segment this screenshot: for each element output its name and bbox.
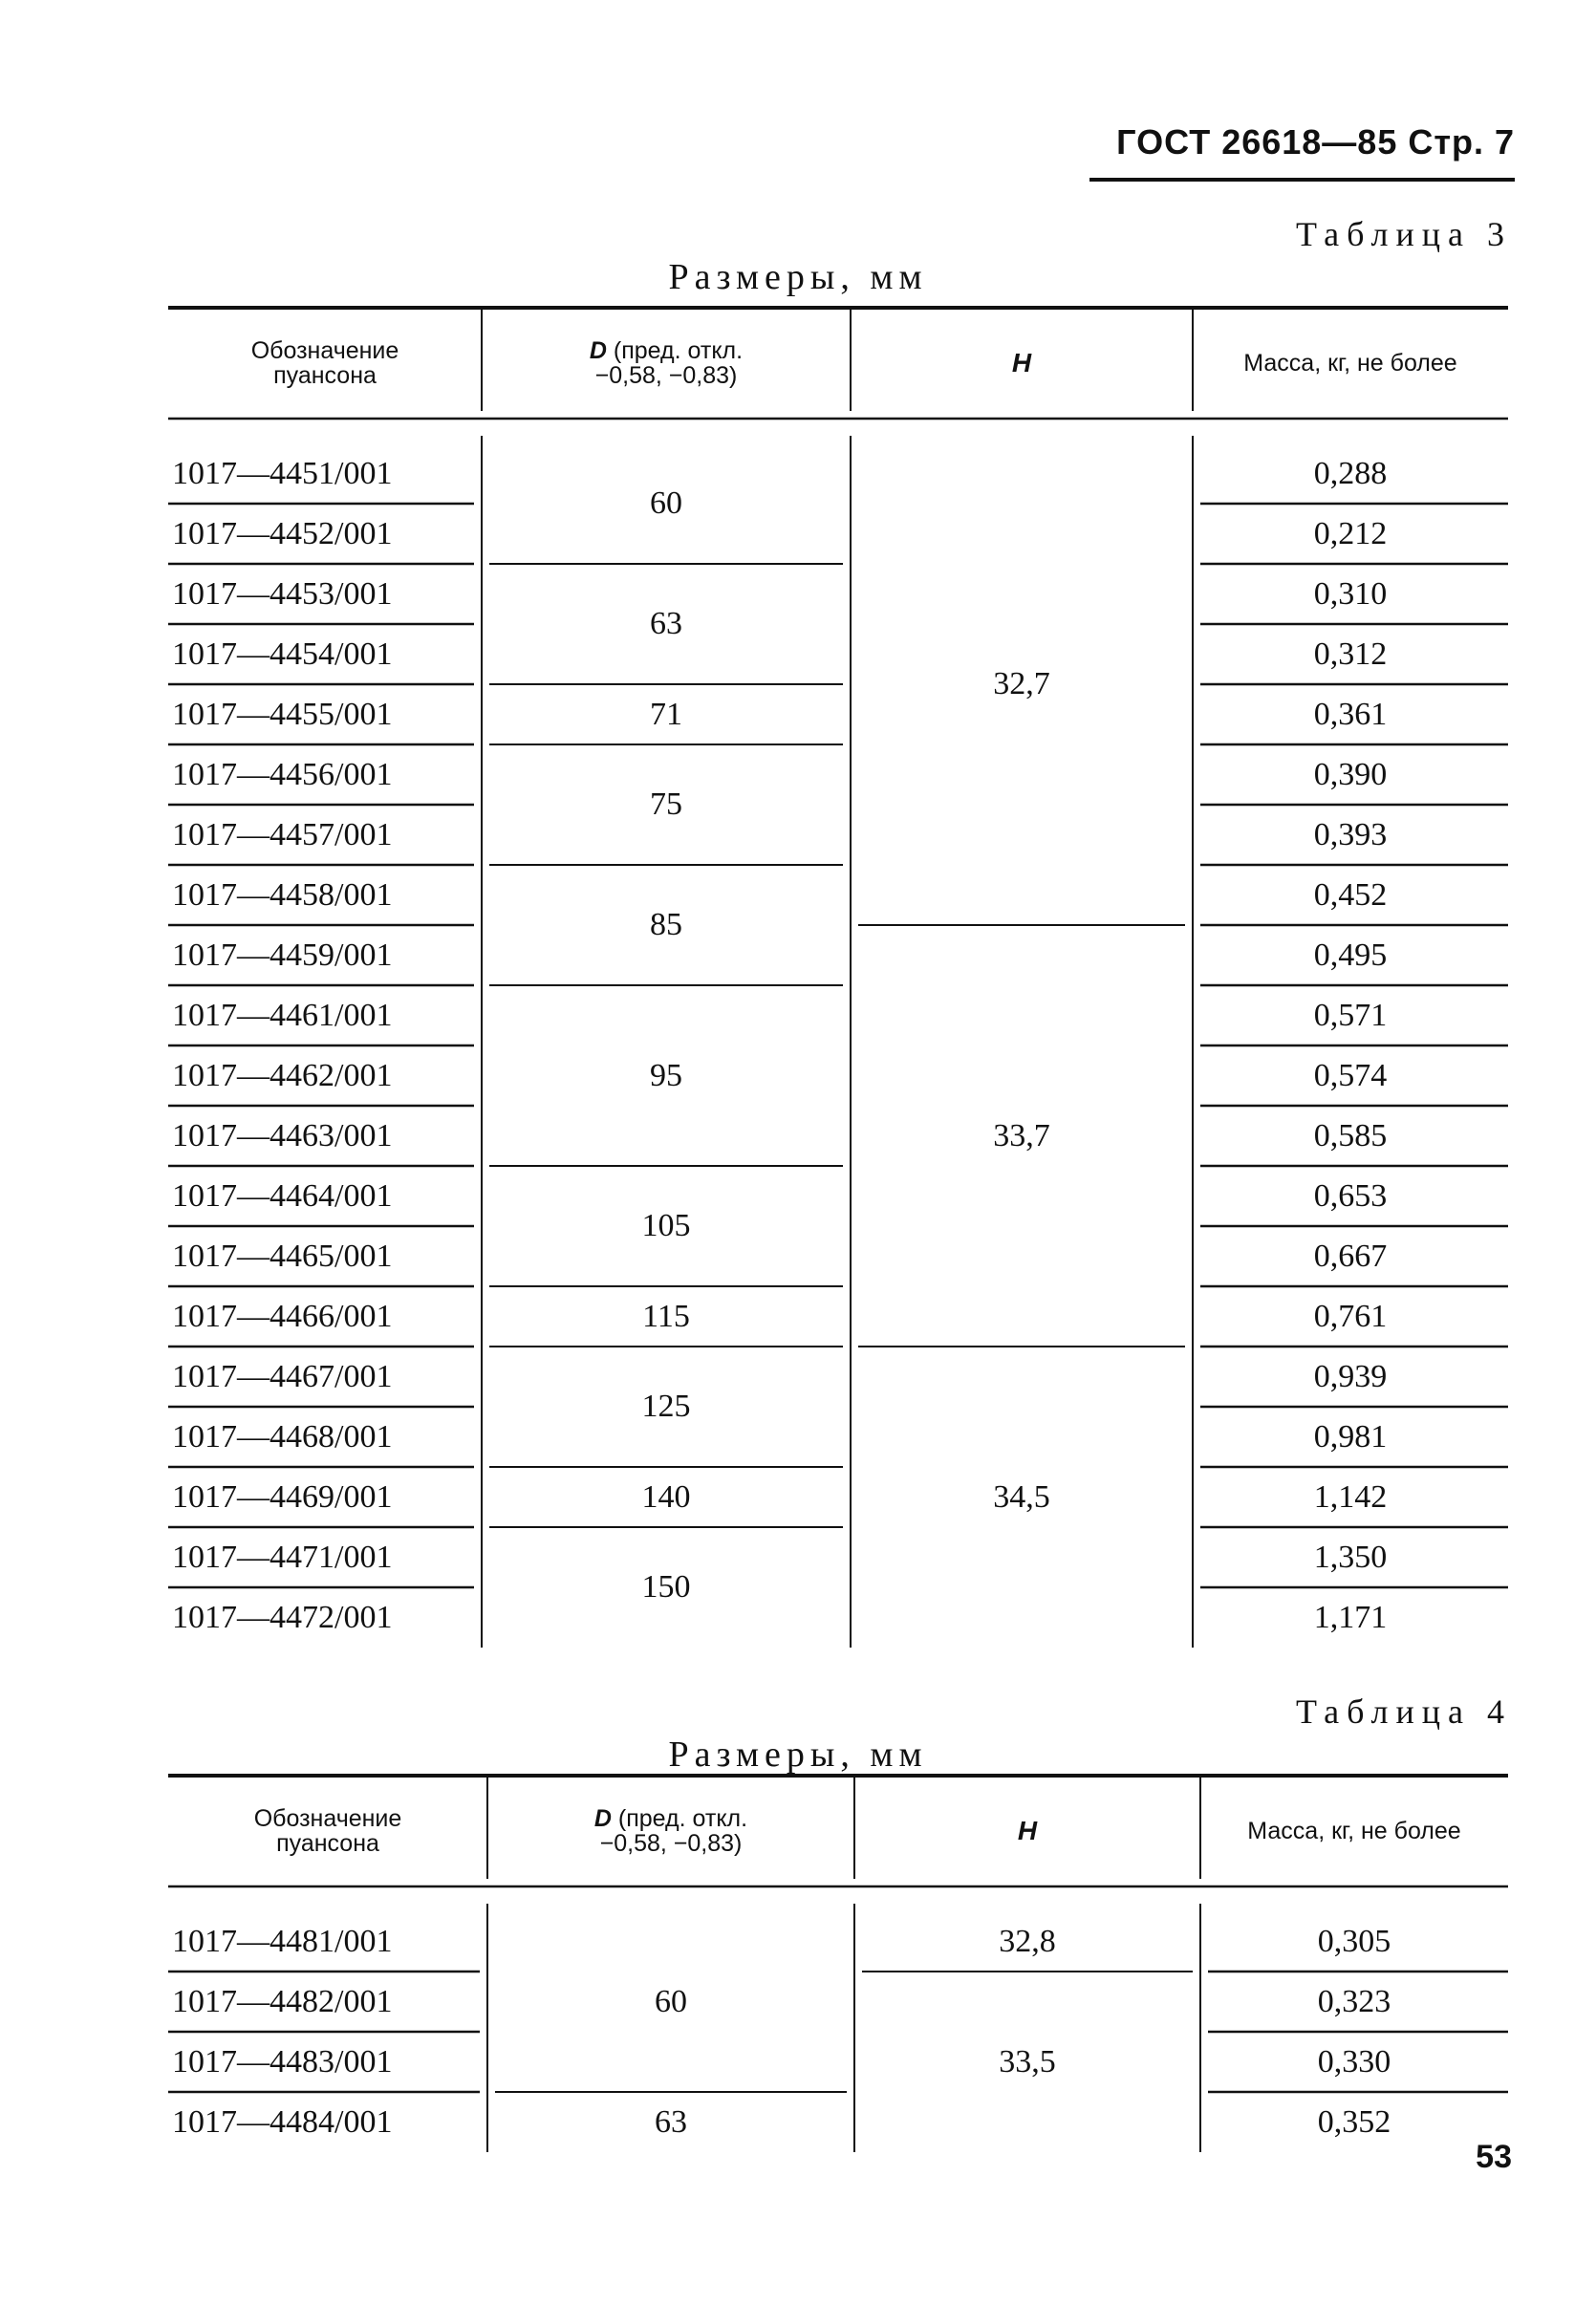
table4-mass-cell: 0,323 [1317,1983,1391,2019]
table3-mass-cell: 0,761 [1313,1298,1388,1334]
table3-designation-cell: 1017—4469/001 [172,1478,393,1515]
table3-h-cell: 32,7 [993,666,1050,701]
table4-header-mass: Масса, кг, не более [1247,1817,1461,1844]
table3-d-cell: 95 [650,1057,682,1093]
table3-d-cell: 75 [650,787,682,822]
table3-designation-cell: 1017—4471/001 [172,1539,393,1575]
header-designation-text: Обозначение пуансона [253,1804,402,1857]
table3-mass-cell: 0,452 [1313,876,1388,913]
table3-mass-cell: 0,361 [1313,696,1388,732]
header-d-symbol: D [589,336,607,364]
table4-mass-cell: 0,352 [1317,2103,1391,2140]
table4-designation-cell: 1017—4483/001 [172,2043,393,2080]
header-d-symbol: D [593,1804,612,1832]
table3-header-h: H [1011,348,1032,378]
table3-mass-cell: 0,667 [1313,1238,1388,1274]
table3-d-cell: 85 [650,907,682,942]
table4-mass-cell: 0,330 [1317,2043,1391,2080]
table3-designation-cell: 1017—4468/001 [172,1418,393,1455]
table3-designation-cell: 1017—4462/001 [172,1057,393,1093]
table3-d-cell: 60 [650,485,682,521]
table3-units: Размеры, мм [668,257,928,297]
table4-designation-cell: 1017—4482/001 [172,1983,393,2019]
table3-mass-cell: 1,171 [1313,1599,1388,1635]
table3-mass-cell: 0,571 [1313,997,1388,1033]
table3-h-cell: 33,7 [993,1117,1050,1153]
table3-designation-cell: 1017—4472/001 [172,1599,393,1635]
header-d-text [561,1806,781,1857]
table3-designation-cell: 1017—4451/001 [172,455,393,491]
table3-h-cell: 34,5 [993,1478,1050,1515]
table3-designation-cell: 1017—4456/001 [172,756,393,792]
table3-designation-cell: 1017—4467/001 [172,1358,393,1394]
table4-header-designation [168,1776,487,1886]
table3-d-cell: 71 [650,696,682,732]
table3-mass-cell: 0,495 [1313,937,1388,973]
table4-mass-cell: 0,305 [1317,1923,1391,1959]
standard-header: ГОСТ 26618—85 Стр. 7 [1116,122,1515,162]
table3-mass-cell: 0,312 [1313,636,1388,672]
table3-mass-cell: 0,390 [1313,756,1388,792]
page-number: 53 [1476,2139,1512,2175]
table3-mass-cell: 1,350 [1313,1539,1388,1575]
header-designation-text: Обозначение пуансона [250,336,399,389]
table3-mass-cell: 0,288 [1313,455,1388,491]
table4-designation-cell: 1017—4481/001 [172,1923,393,1959]
table3-label: Таблица 3 [1296,215,1512,253]
table3-mass-cell: 0,393 [1313,816,1388,852]
header-d-tolerance: (пред. откл. −0,58, −0,83) [599,1804,748,1857]
table3-mass-cell: 0,653 [1313,1177,1388,1214]
table4-units: Размеры, мм [668,1735,928,1775]
table3-designation-cell: 1017—4461/001 [172,997,393,1033]
table4-header-h: H [1017,1816,1038,1846]
table3-designation-cell: 1017—4455/001 [172,696,393,732]
table3-mass-cell: 0,981 [1313,1418,1388,1455]
table4-header-d [487,1776,854,1886]
table3-designation-cell: 1017—4465/001 [172,1238,393,1274]
table4-d-cell: 63 [655,2103,687,2140]
header-d-tolerance: (пред. откл. −0,58, −0,83) [594,336,744,389]
table3-d-cell: 63 [650,606,682,641]
table3-designation-cell: 1017—4464/001 [172,1177,393,1214]
table3-d-cell: 125 [641,1389,691,1424]
table3-designation-cell: 1017—4457/001 [172,816,393,852]
table4-h-cell: 32,8 [999,1923,1056,1959]
table3-designation-cell: 1017—4452/001 [172,515,393,551]
table4-label: Таблица 4 [1296,1692,1512,1731]
table3-mass-cell: 1,142 [1313,1478,1388,1515]
table3-d-cell: 150 [641,1569,691,1605]
table3-mass-cell: 0,310 [1313,575,1388,612]
table3-designation-cell: 1017—4463/001 [172,1117,393,1153]
table3-d-cell: 105 [641,1208,691,1243]
table3-designation-cell: 1017—4454/001 [172,636,393,672]
table3-mass-cell: 0,212 [1313,515,1388,551]
table3-designation-cell: 1017—4466/001 [172,1298,393,1334]
table3-mass-cell: 0,574 [1313,1057,1388,1093]
table4-d-cell: 60 [655,1983,687,2019]
table3-mass-cell: 0,585 [1313,1117,1388,1153]
table3-d-cell: 115 [642,1298,690,1334]
table3-mass-cell: 0,939 [1313,1358,1388,1394]
table3-designation-cell: 1017—4453/001 [172,575,393,612]
table3-designation-cell: 1017—4458/001 [172,876,393,913]
table3-header-mass: Масса, кг, не более [1243,349,1457,377]
table4-h-cell: 33,5 [999,2043,1056,2080]
table3-d-cell: 140 [641,1478,691,1515]
table3-designation-cell: 1017—4459/001 [172,937,393,973]
table4-designation-cell: 1017—4484/001 [172,2103,393,2140]
